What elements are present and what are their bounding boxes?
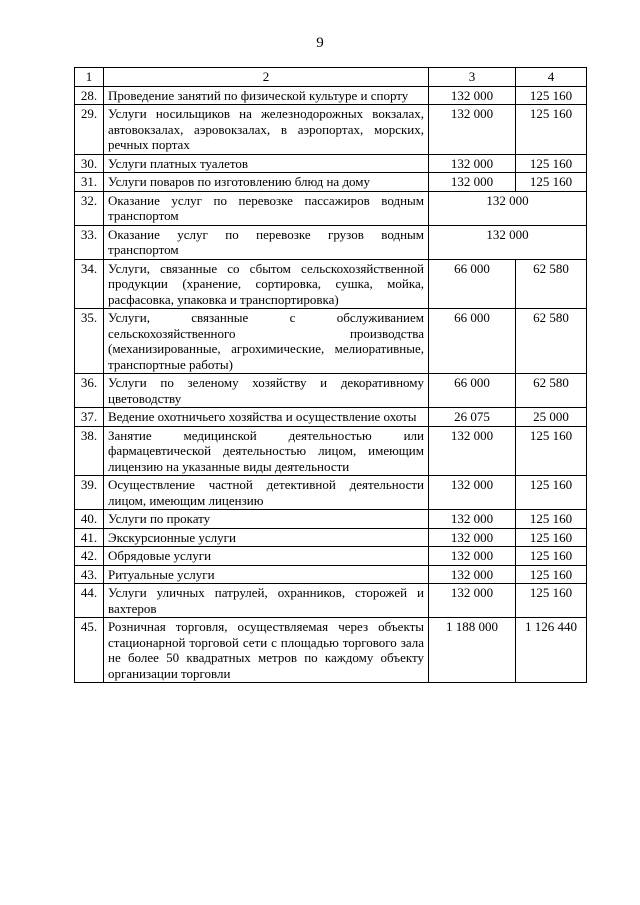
service-description: Услуги по зеленому хозяйству и декоративному цветоводству	[104, 374, 429, 408]
row-number: 40.	[75, 510, 104, 529]
column-header-1: 1	[75, 68, 104, 87]
row-number: 32.	[75, 191, 104, 225]
value-column-4: 125 160	[516, 105, 587, 155]
row-number: 36.	[75, 374, 104, 408]
service-description: Услуги поваров по изготовлению блюд на дому	[104, 173, 429, 192]
row-number: 42.	[75, 547, 104, 566]
value-column-3: 132 000	[429, 565, 516, 584]
value-column-4: 125 160	[516, 476, 587, 510]
value-column-3: 132 000	[429, 154, 516, 173]
table-row	[75, 105, 587, 155]
column-header-2: 2	[104, 68, 429, 87]
service-description: Обрядовые услуги	[104, 547, 429, 566]
service-description: Занятие медицинской деятельностью или фармацевтической деятельностью лицом, имеющим лицензию на указанные виды деятельности	[104, 426, 429, 476]
value-column-3: 132 000	[429, 510, 516, 529]
merged-value: 132 000	[429, 191, 587, 225]
service-description: Услуги носильщиков на железнодорожных вокзалах, автовокзалах, аэровокзалах, в аэропортах, морских, речных портах	[104, 105, 429, 155]
service-description: Проведение занятий по физической культуре и спорту	[104, 86, 429, 105]
value-column-4: 125 160	[516, 565, 587, 584]
table-row	[75, 374, 587, 408]
value-column-3: 66 000	[429, 374, 516, 408]
value-column-4: 125 160	[516, 154, 587, 173]
table-row	[75, 476, 587, 510]
services-table	[74, 67, 587, 683]
table-row	[75, 309, 587, 374]
row-number: 29.	[75, 105, 104, 155]
value-column-3: 132 000	[429, 173, 516, 192]
value-column-4: 125 160	[516, 426, 587, 476]
service-description: Оказание услуг по перевозке грузов водным транспортом	[104, 225, 429, 259]
value-column-3: 132 000	[429, 476, 516, 510]
value-column-3: 132 000	[429, 528, 516, 547]
table-row	[75, 225, 587, 259]
table-row	[75, 547, 587, 566]
service-description: Услуги по прокату	[104, 510, 429, 529]
value-column-3: 132 000	[429, 547, 516, 566]
table-row	[75, 618, 587, 683]
row-number: 43.	[75, 565, 104, 584]
row-number: 45.	[75, 618, 104, 683]
service-description: Осуществление частной детективной деятельности лицом, имеющим лицензию	[104, 476, 429, 510]
row-number: 39.	[75, 476, 104, 510]
service-description: Оказание услуг по перевозке пассажиров водным транспортом	[104, 191, 429, 225]
table-row	[75, 86, 587, 105]
value-column-4: 125 160	[516, 173, 587, 192]
table-row	[75, 528, 587, 547]
table-row	[75, 565, 587, 584]
value-column-4: 125 160	[516, 584, 587, 618]
table-row	[75, 154, 587, 173]
row-number: 28.	[75, 86, 104, 105]
row-number: 35.	[75, 309, 104, 374]
service-description: Экскурсионные услуги	[104, 528, 429, 547]
service-description: Розничная торговля, осуществляемая через объекты стационарной торговой сети с площадью торгового зала не более 50 квадратных метров по каждому объекту организации торговли	[104, 618, 429, 683]
row-number: 37.	[75, 408, 104, 427]
row-number: 33.	[75, 225, 104, 259]
merged-value: 132 000	[429, 225, 587, 259]
value-column-3: 132 000	[429, 426, 516, 476]
value-column-3: 1 188 000	[429, 618, 516, 683]
table-header-row	[75, 68, 587, 87]
service-description: Ведение охотничьего хозяйства и осуществление охоты	[104, 408, 429, 427]
table-row	[75, 408, 587, 427]
service-description: Услуги, связанные со сбытом сельскохозяйственной продукции (хранение, сортировка, сушка, мойка, расфасовка, упаковка и транспортировка)	[104, 259, 429, 309]
value-column-3: 66 000	[429, 259, 516, 309]
value-column-4: 62 580	[516, 259, 587, 309]
table-row	[75, 173, 587, 192]
value-column-3: 132 000	[429, 86, 516, 105]
row-number: 31.	[75, 173, 104, 192]
table-row	[75, 510, 587, 529]
service-description: Услуги, связанные с обслуживанием сельскохозяйственного производства (механизированные, агрохимические, мелиоративные, транспортные работы)	[104, 309, 429, 374]
value-column-4: 125 160	[516, 547, 587, 566]
value-column-4: 25 000	[516, 408, 587, 427]
column-header-4: 4	[516, 68, 587, 87]
row-number: 44.	[75, 584, 104, 618]
value-column-4: 62 580	[516, 374, 587, 408]
table-row	[75, 426, 587, 476]
value-column-4: 125 160	[516, 86, 587, 105]
table-row	[75, 584, 587, 618]
table-row	[75, 259, 587, 309]
service-description: Услуги уличных патрулей, охранников, сторожей и вахтеров	[104, 584, 429, 618]
value-column-3: 132 000	[429, 584, 516, 618]
service-description: Ритуальные услуги	[104, 565, 429, 584]
table-row	[75, 191, 587, 225]
row-number: 34.	[75, 259, 104, 309]
value-column-4: 62 580	[516, 309, 587, 374]
value-column-3: 66 000	[429, 309, 516, 374]
row-number: 41.	[75, 528, 104, 547]
value-column-3: 132 000	[429, 105, 516, 155]
row-number: 38.	[75, 426, 104, 476]
value-column-4: 1 126 440	[516, 618, 587, 683]
page-number: 9	[316, 35, 324, 51]
services-table-body	[75, 68, 587, 683]
row-number: 30.	[75, 154, 104, 173]
service-description: Услуги платных туалетов	[104, 154, 429, 173]
value-column-4: 125 160	[516, 528, 587, 547]
column-header-3: 3	[429, 68, 516, 87]
value-column-4: 125 160	[516, 510, 587, 529]
value-column-3: 26 075	[429, 408, 516, 427]
